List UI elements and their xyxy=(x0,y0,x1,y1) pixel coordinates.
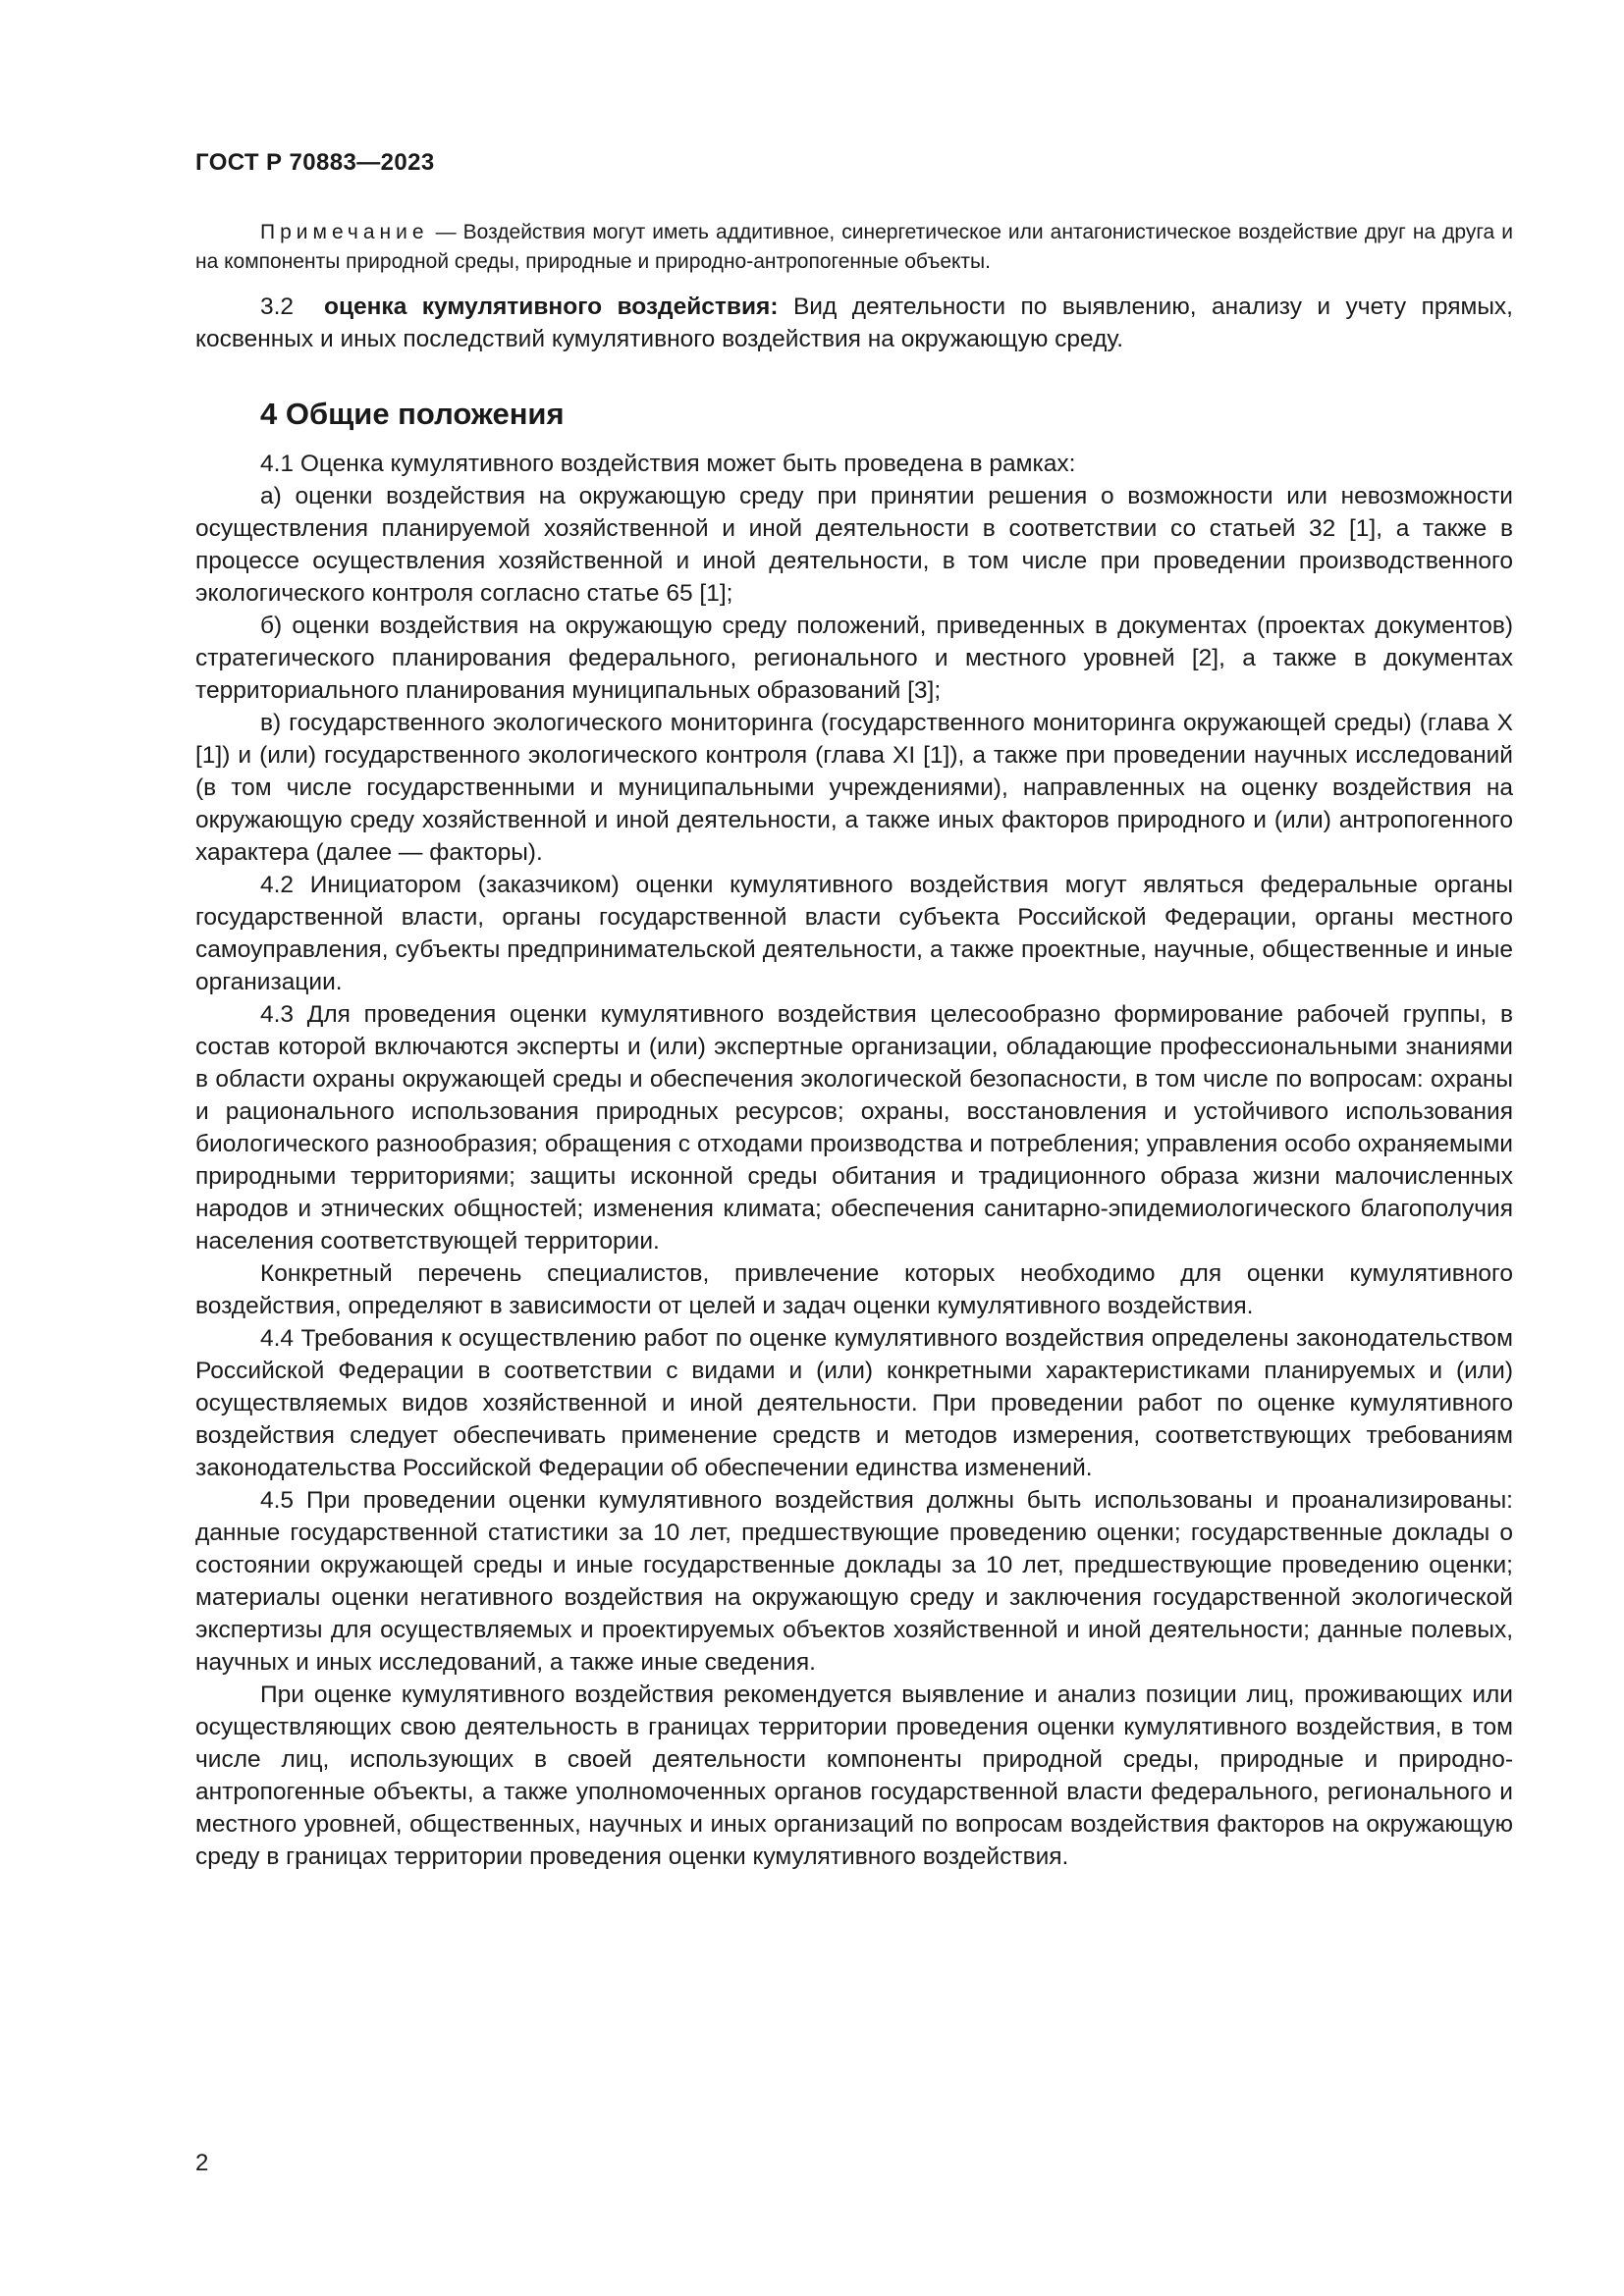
list-item-a: а) оценки воздействия на окружающую среду при принятии решения о возможности или невозможности осуществления планируемой хозяйственной и иной деятельности в соответствии со статьей 32 [1], а также в процессе осуществления хозяйственной и иной деятельности, в том числе при проведении производственного экологического контроля согласно статье 65 [1]; xyxy=(195,483,1513,607)
clause-number: 3.2 xyxy=(260,294,295,320)
clause-term: оценка кумулятивного воздействия: xyxy=(323,294,779,320)
note-label: Примечание xyxy=(260,221,429,243)
paragraph-4-3-continued: Конкретный перечень специалистов, привлечение которых необходимо для оценки кумулятивного воздействия, определяют в зависимости от целей и задач оценки кумулятивного воздействия. xyxy=(195,1260,1513,1319)
list-item-c: в) государственного экологического мониторинга (государственного мониторинга окружающей среды) (глава X [1]) и (или) государственного экологического контроля (глава XI [1]), а также при проведении научных исследований (в том числе государственными и муниципальными учреждениями), направленных на оценку воздействия на окружающую среду хозяйственной и иной деятельности, а также иных факторов природного и (или) антропогенного характера (далее — факторы). xyxy=(195,710,1513,866)
paragraph-4-1: 4.1 Оценка кумулятивного воздействия может быть проведена в рамках: xyxy=(260,451,1076,477)
clause-definition: Вид деятельности по выявлению, анализу и учету прямых, косвенных и иных последствий кумулятивного воздействия на окружающую среду. xyxy=(195,294,1513,352)
document-header: ГОСТ Р 70883—2023 xyxy=(195,149,435,176)
section-title: 4 Общие положения xyxy=(260,397,565,431)
paragraph-4-5: 4.5 При проведении оценки кумулятивного воздействия должны быть использованы и проанализированы: данные государственной статистики за 10 лет, предшествующие проведению оценки; государственные доклады о состоянии окружающей среды и иные государственные доклады за 10 лет, предшествующие проведению оценки; материалы оценки негативного воздействия на окружающую среду и заключения государственной экологической экспертизы для осуществляемых и проектируемых объектов хозяйственной и иной деятельности; данные полевых, научных и иных исследований, а также иные сведения. xyxy=(195,1487,1513,1676)
paragraph-4-3: 4.3 Для проведения оценки кумулятивного воздействия целесообразно формирование рабочей группы, в состав которой включаются эксперты и (или) экспертные организации, обладающие профессиональными знаниями в области охраны окружающей среды и обеспечения экологической безопасности, в том числе по вопросам: охраны и рационального использования природных ресурсов; охраны, восстановления и устойчивого использования биологического разнообразия; обращения с отходами производства и потребления; управления особо охраняемыми природными территориями; защиты исконной среды обитания и традиционного образа жизни малочисленных народов и этнических общностей; изменения климата; обеспечения санитарно-эпидемиологического благополучия населения соответствующей территории. xyxy=(195,1001,1513,1255)
note-text: — Воздействия могут иметь аддитивное, синергетическое или антагонистическое воздействие друг на друга и на компоненты природной среды, природные и природно-антропогенные объекты. xyxy=(195,221,1513,273)
paragraph-4-2: 4.2 Инициатором (заказчиком) оценки кумулятивного воздействия могут являться федеральные органы государственной власти, органы государственной власти субъекта Российской Федерации, органы местного самоуправления, субъекты предпринимательской деятельности, а также проектные, научные, общественные и иные организации. xyxy=(195,872,1513,995)
clause-3-2 xyxy=(195,291,1513,355)
paragraph-4-5-continued: При оценке кумулятивного воздействия рекомендуется выявление и анализ позиции лиц, проживающих или осуществляющих свою деятельность в границах территории проведения оценки кумулятивного воздействия, в том числе лиц, использующих в своей деятельности компоненты природной среды, природные и природно-антропогенные объекты, а также уполномоченных органов государственной власти федерального, регионального и местного уровней, общественных, научных и иных организаций по вопросам воздействия факторов на окружающую среду в границах территории проведения оценки кумулятивного воздействия. xyxy=(195,1682,1513,1870)
note-paragraph xyxy=(195,218,1513,277)
document-body xyxy=(195,218,1513,1873)
paragraph-4-4: 4.4 Требования к осуществлению работ по оценке кумулятивного воздействия определены законодательством Российской Федерации в соответствии с видами и (или) конкретными характеристиками планируемых и (или) осуществляемых видов хозяйственной и иной деятельности. При проведении работ по оценке кумулятивного воздействия следует обеспечивать применение средств и методов измерения, соответствующих требованиям законодательства Российской Федерации об обеспечении единства изменений. xyxy=(195,1325,1513,1481)
page-number: 2 xyxy=(195,2150,209,2176)
list-item-b: б) оценки воздействия на окружающую среду положений, приведенных в документах (проектах документов) стратегического планирования федерального, регионального и местного уровней [2], а также в документах территориального планирования муниципальных образований [3]; xyxy=(195,613,1513,704)
